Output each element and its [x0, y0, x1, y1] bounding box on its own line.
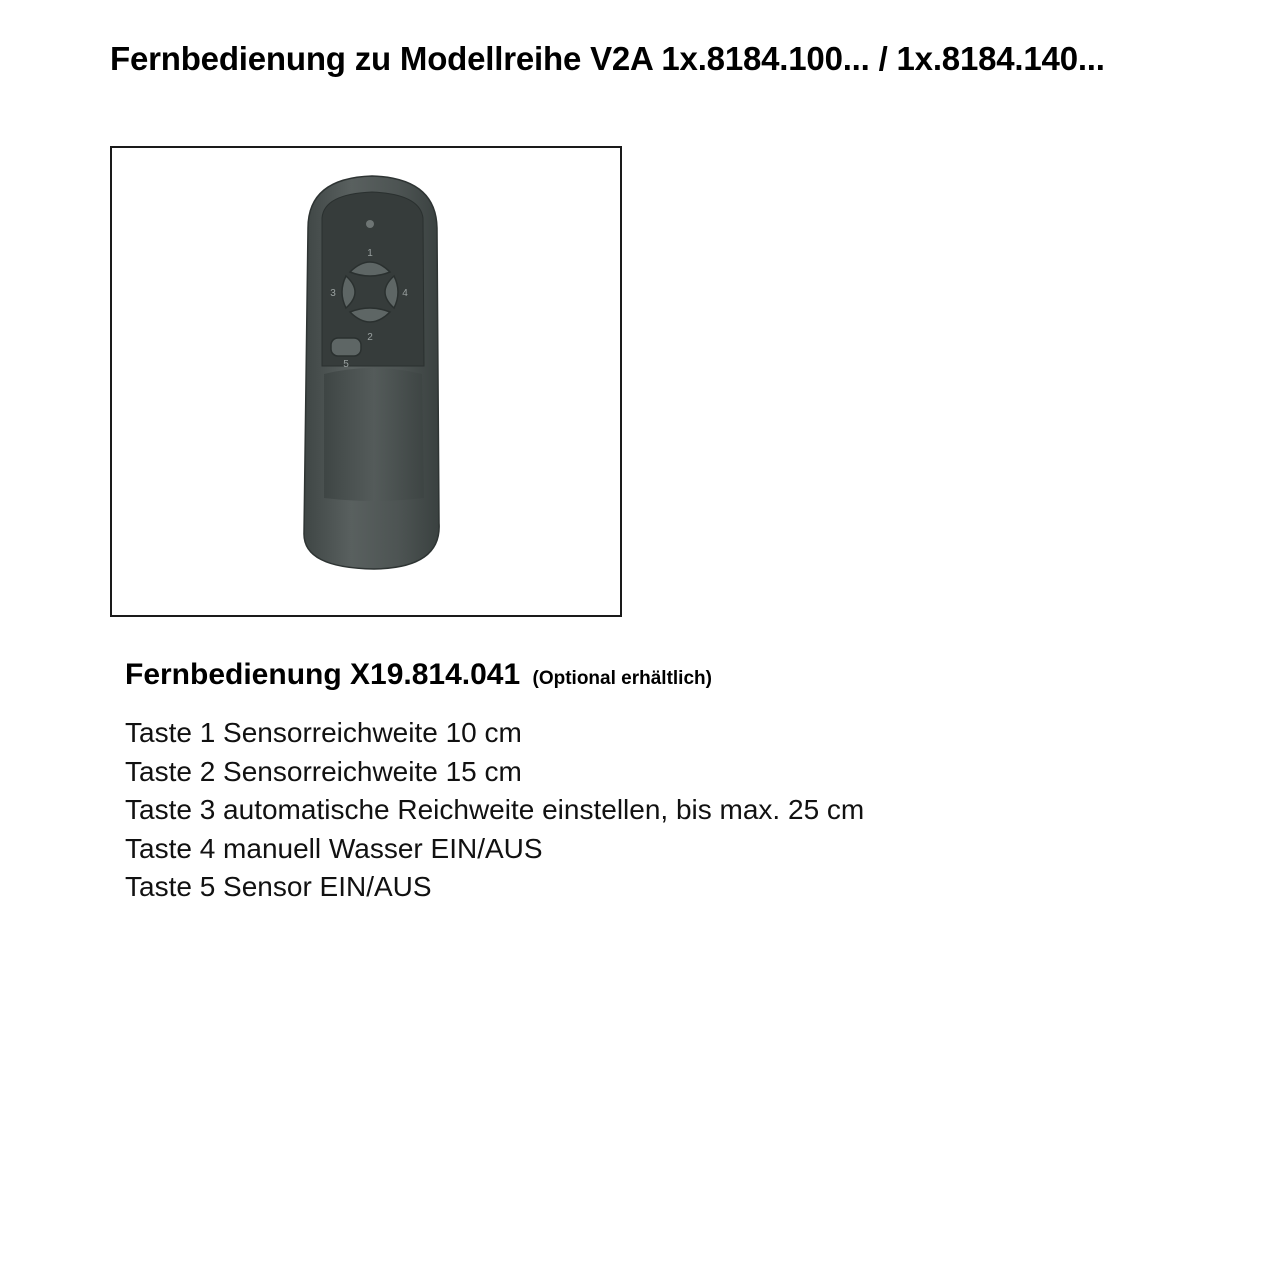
remote-button-5: [331, 338, 361, 356]
page-title: Fernbedienung zu Modellreihe V2A 1x.8184.100... / 1x.8184.140...: [110, 40, 1105, 77]
list-item: Taste 3 automatische Reichweite einstellen, bis max. 25 cm: [125, 794, 865, 825]
list-item: Taste 4 manuell Wasser EIN/AUS: [125, 832, 543, 864]
button-label-5: 5: [343, 359, 349, 370]
status-led: [366, 220, 374, 228]
button-label-1: 1: [367, 248, 373, 259]
product-name: Fernbedienung X19.814.041: [125, 658, 521, 691]
availability-note: (Optional erhältlich): [532, 668, 712, 689]
product-heading: [125, 658, 712, 692]
list-item: Taste 2 Sensorreichweite 15 cm: [125, 755, 522, 787]
button-label-3: 3: [330, 288, 336, 299]
grip-area: [324, 368, 424, 501]
remote-control-illustration: [112, 148, 620, 615]
list-item: Taste 1 Sensorreichweite 10 cm: [125, 717, 522, 748]
button-label-2: 2: [367, 332, 373, 343]
key-function-list: [125, 714, 864, 907]
remote-image-frame: [110, 146, 622, 617]
list-item: Taste 5 Sensor EIN/AUS: [125, 871, 432, 902]
button-label-4: 4: [402, 288, 408, 299]
